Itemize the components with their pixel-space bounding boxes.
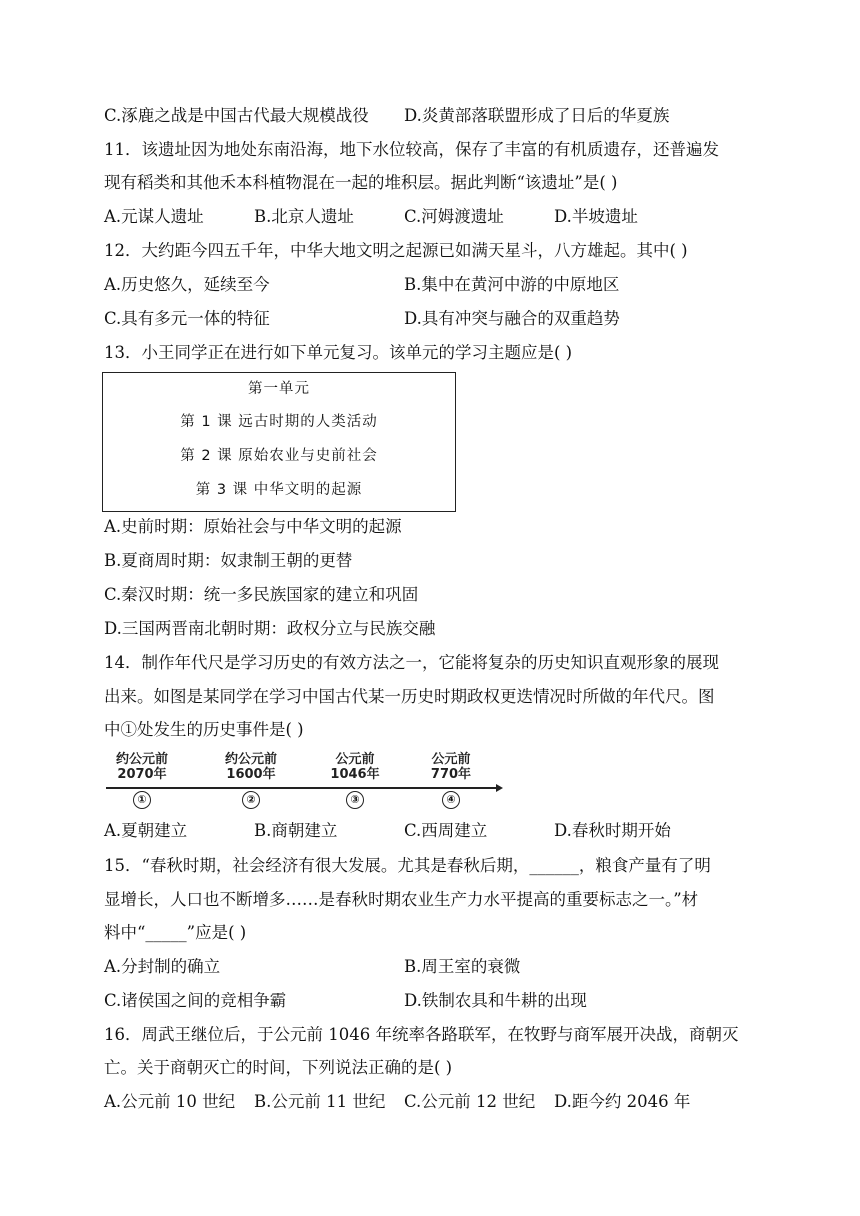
q12-option-b[interactable]: B.集中在黄河中游的中原地区	[404, 275, 620, 294]
timeline-marker-4: ④	[442, 791, 460, 809]
q15-option-c[interactable]: C.诸侯国之间的竞相争霸	[104, 991, 287, 1010]
q14-option-d[interactable]: D.春秋时期开始	[554, 821, 671, 840]
timeline-label-2	[201, 752, 301, 782]
timeline-label-4	[401, 752, 501, 782]
timeline-label-3	[305, 752, 405, 782]
q15-stem-line-3: 料中“_____”应是( )	[104, 923, 247, 942]
timeline-label-2-bottom: 1600年	[226, 767, 276, 782]
q15-option-b[interactable]: B.周王室的衰微	[404, 957, 521, 976]
q16-option-c[interactable]: C.公元前 12 世纪	[404, 1092, 536, 1111]
q14-stem-line-2: 出来。如图是某同学在学习中国古代某一历史时期政权更迭情况时所做的年代尺。图	[104, 687, 715, 706]
q13-option-a[interactable]: A.史前时期：原始社会与中华文明的起源	[104, 517, 402, 536]
q11-stem-line-2: 现有稻类和其他禾本科植物混在一起的堆积层。据此判断“该遗址”是( )	[104, 173, 618, 192]
q11-option-d[interactable]: D.半坡遗址	[554, 207, 638, 226]
q12-option-c[interactable]: C.具有多元一体的特征	[104, 309, 270, 328]
q16-stem-line-2: 亡。关于商朝灭亡的时间，下列说法正确的是( )	[104, 1058, 453, 1077]
q16-stem-line-1: 16．周武王继位后，于公元前 1046 年统率各路联军，在牧野与商军展开决战，商朝灭	[104, 1025, 739, 1044]
q13-stem-line-1: 13．小王同学正在进行如下单元复习。该单元的学习主题应是( )	[104, 343, 573, 362]
q10-option-c[interactable]: C.涿鹿之战是中国古代最大规模战役	[104, 106, 369, 125]
q14-stem-line-1: 14．制作年代尺是学习历史的有效方法之一，它能将复杂的历史知识直观形象的展现	[104, 653, 719, 672]
q13-option-b[interactable]: B.夏商周时期：奴隶制王朝的更替	[104, 551, 353, 570]
q16-option-a[interactable]: A.公元前 10 世纪	[104, 1092, 236, 1111]
q13-option-c[interactable]: C.秦汉时期：统一多民族国家的建立和巩固	[104, 585, 419, 604]
timeline-label-1	[92, 752, 192, 782]
timeline-figure	[104, 750, 504, 814]
unit-review-box	[102, 372, 456, 512]
unit-lesson-1: 第 1 课 远古时期的人类活动	[180, 414, 378, 430]
unit-lesson-2: 第 2 课 原始农业与史前社会	[180, 448, 378, 464]
timeline-label-1-bottom: 2070年	[117, 767, 167, 782]
q12-option-d[interactable]: D.具有冲突与融合的双重趋势	[404, 309, 620, 328]
q15-option-d[interactable]: D.铁制农具和牛耕的出现	[404, 991, 587, 1010]
timeline-marker-3: ③	[346, 791, 364, 809]
q10-option-d[interactable]: D.炎黄部落联盟形成了日后的华夏族	[404, 106, 670, 125]
q14-option-b[interactable]: B.商朝建立	[254, 821, 338, 840]
timeline-label-3-bottom: 1046年	[330, 767, 380, 782]
timeline-label-4-bottom: 770年	[430, 767, 472, 782]
timeline-marker-2: ②	[242, 791, 260, 809]
unit-title: 第一单元	[248, 381, 310, 397]
timeline-label-2-top: 约公元前	[224, 752, 277, 767]
timeline-label-1-top: 约公元前	[115, 752, 168, 767]
q13-option-d[interactable]: D.三国两晋南北朝时期：政权分立与民族交融	[104, 619, 436, 638]
q15-stem-line-2: 显增长，人口也不断增多……是春秋时期农业生产力水平提高的重要标志之一。”材	[104, 890, 699, 909]
q14-option-c[interactable]: C.西周建立	[404, 821, 488, 840]
q16-option-b[interactable]: B.公元前 11 世纪	[254, 1092, 386, 1111]
q12-option-a[interactable]: A.历史悠久，延续至今	[104, 275, 270, 294]
timeline-label-4-top: 公元前	[431, 752, 471, 767]
q14-stem-line-3: 中①处发生的历史事件是( )	[104, 720, 304, 739]
timeline-label-3-top: 公元前	[335, 752, 375, 767]
q12-stem-line-1: 12．大约距今四五千年，中华大地文明之起源已如满天星斗，八方雄起。其中( )	[104, 241, 688, 260]
q11-option-a[interactable]: A.元谋人遗址	[104, 207, 204, 226]
q11-option-b[interactable]: B.北京人遗址	[254, 207, 354, 226]
q14-option-a[interactable]: A.夏朝建立	[104, 821, 188, 840]
q16-option-d[interactable]: D.距今约 2046 年	[554, 1092, 691, 1111]
timeline-marker-1: ①	[133, 791, 151, 809]
unit-lesson-3: 第 3 课 中华文明的起源	[195, 482, 363, 498]
q15-stem-line-1: 15．“春秋时期，社会经济有很大发展。尤其是春秋后期，______，粮食产量有了明	[104, 856, 711, 875]
q15-option-a[interactable]: A.分封制的确立	[104, 957, 221, 976]
q11-stem-line-1: 11．该遗址因为地处东南沿海，地下水位较高，保存了丰富的有机质遗存，还普遍发	[104, 140, 719, 159]
q11-option-c[interactable]: C.河姆渡遗址	[404, 207, 504, 226]
